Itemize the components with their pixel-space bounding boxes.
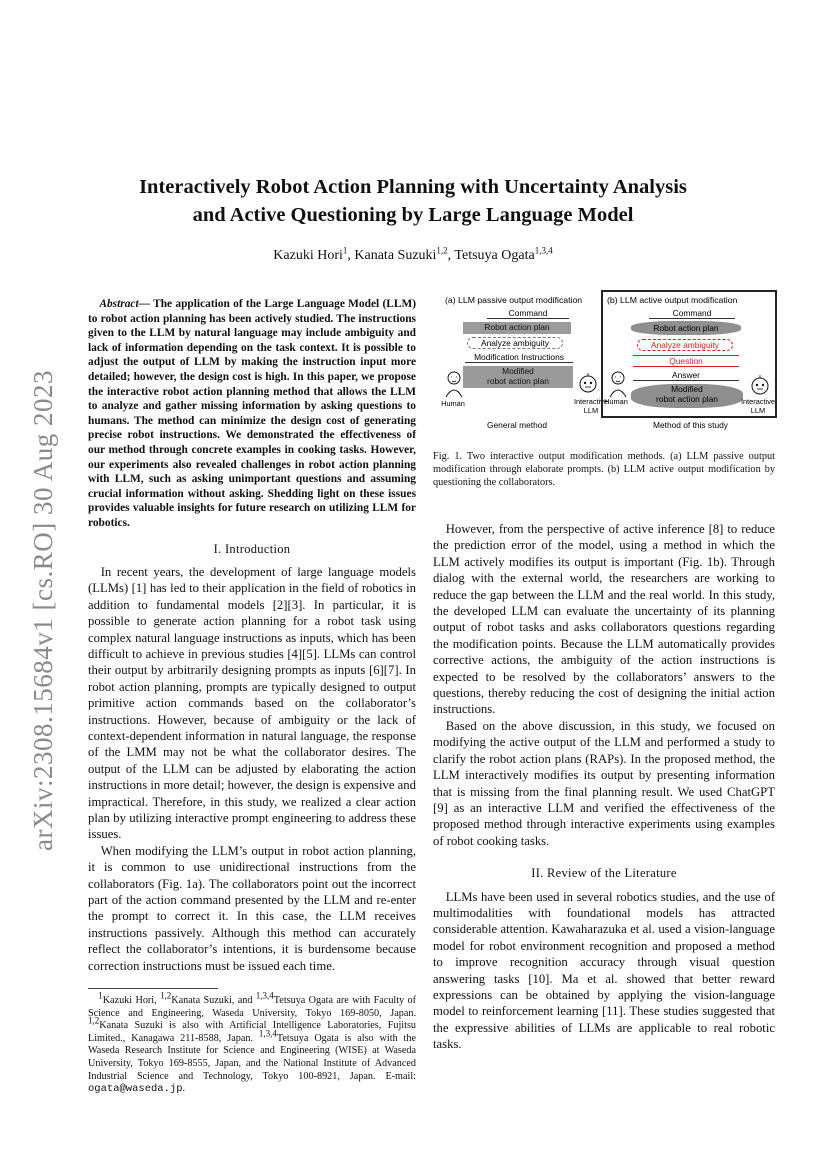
section-heading-review: II. Review of the Literature: [531, 866, 677, 881]
panel-a-modification-instructions: Modification Instructions: [465, 352, 573, 363]
author-list: [90, 245, 736, 264]
human-icon: [443, 370, 465, 398]
llm-label-line-2: LLM: [583, 405, 599, 415]
panel-a-robot-action-plan: Robot action plan: [463, 322, 571, 334]
abstract: [88, 297, 416, 531]
left-column: [88, 297, 416, 1096]
panel-b-analyze-ambiguity: Analyze ambiguity: [637, 339, 733, 351]
footnote-text: Tetsuya Ogata is also with the Waseda Research Institute for Science and Engineering (WISE) at Waseda University, Tokyo 169-8555, Japan, and the National Institute of Advanced Industrial Science and Technology, Tokyo 100-8921, Japan. E-mail:: [88, 1032, 417, 1082]
right-column: [433, 521, 775, 1053]
robot-llm-icon: [749, 374, 771, 398]
panel-b-command: Command: [649, 308, 735, 319]
title-line-1: Interactively Robot Action Planning with Uncertainty Analysis: [139, 176, 687, 198]
panel-b-frame: [601, 290, 777, 418]
intro-paragraph-1: In recent years, the development of large language models (LLMs) [1] has led to their application in the field of robotics in addition to fundamental models [2][3]. In particular, it is possible to generate action planning for a robot task using complex natural language instructions as inputs, which has been difficult to achieve in previous studies [4][5]. LLMs can control their output by arbitrarily designing prompts as inputs [6][7]. In robot action planning, prompts are typically designed to output primitive action commands based on the collaborator’s instructions. However, because of ambiguity or the lack of context-dependent information in natural language, the response of the LMM may not be what the collaborator desires. The output of the LLM can be adjusted by elaborating the action instructions in more detail; however, the design is expensive and impractical. Therefore, in this study, we realized a clear action plan by utilizing interactive prompt engineering to address these issues.: [88, 564, 416, 842]
title-line-2: and Active Questioning by Large Language Model: [192, 204, 634, 226]
author-name: Kanata Suzuki: [354, 248, 437, 263]
arxiv-identifier: arXiv:2308.15684v1 [cs.RO] 30 Aug 2023: [27, 369, 58, 851]
review-paragraph-1: LLMs have been used in several robotics studies, and the use of multimodalities with foundational models has attracted considerable attention. Kawaharazuka et al. used a vision-language model for robot environment recognition and proposed a method to improve recognition accuracy through visual question answering tasks [10]. Ma et al. showed that better reward expressions can be obtained by applying the vision-language model to reinforcement learning [11]. These studies suggested that the expressive abilities of LLMs are applicable to real robotic tasks.: [433, 889, 775, 1052]
panel-b-human-label: Human: [604, 397, 628, 406]
author-affiliation: 1,3,4: [534, 245, 553, 256]
llm-label-line-1: Interactive: [740, 397, 776, 406]
footnote-mark: 1,2: [88, 1015, 100, 1026]
panel-a-analyze-ambiguity: Analyze ambiguity: [467, 337, 563, 349]
panel-a-modified-line-2: robot action plan: [487, 376, 549, 386]
author-name: Tetsuya Ogata: [454, 248, 535, 263]
author-separator: ,: [347, 248, 355, 263]
panel-b-title: (b) LLM active output modification: [607, 295, 738, 305]
footnote-mark: 1,2: [160, 990, 172, 1001]
footnote-rule: [88, 988, 218, 989]
panel-a-modified-line-1: Modified: [502, 366, 534, 376]
footnote-mark: 1,3,4: [255, 990, 274, 1001]
llm-label-line-1: Interactive: [573, 397, 609, 406]
footnote-text: Kanata Suzuki, and: [171, 995, 256, 1007]
right-paragraph-1: However, from the perspective of active inference [8] to reduce the prediction error of the model, using a method in which the LLM actively modifies its output is important (Fig. 1b). Through dialog with the external world, the researchers are working to reduce the gap between the LLM and the real world. In this study, the developed LLM can evaluate the uncertainty of its planning output of robot tasks and asks collaborators questions regarding the modification points. Because the LLM automatically provides corrective actions, the ambiguity of the action instructions is expected to be resolved by the collaborators’ answers to the questions, thereby reducing the cost of designing the initial action instructions.: [433, 522, 775, 717]
section-heading-introduction: I. Introduction: [213, 541, 291, 556]
panel-a-subcaption: General method: [487, 420, 548, 430]
abstract-text: The application of the Large Language Model (LLM) to robot action planning has been actively studied. The instructions given to the LLM by natural language may include ambiguity and lack of information depending on the task context. It is possible to adjust the output of LLM by making the instruction input more detailed; however, the design cost is high. In this paper, we propose the interactive robot action planning method that allows the LLM to analyze and gather missing information by asking questions to humans. The method can minimize the design cost of generating precise robot instructions. We demonstrated the effectiveness of our method through concrete examples in cooking tasks. However, our experiments also revealed challenges in robot action planning with LLM, such as asking unimportant questions and assuming crucial information without asking. Shedding light on these issues provides valuable insights for future research on utilizing LLM for robotics.: [88, 298, 416, 529]
figure-1: [437, 290, 777, 432]
affiliation-footnote: [88, 990, 417, 1096]
author-affiliation: 1: [342, 245, 348, 256]
figure-caption: Fig. 1. Two interactive output modification methods. (a) LLM passive output modification through elaborate prompts. (b) LLM active output modification by questioning the collaborators.: [433, 451, 775, 488]
panel-a-modified-plan: [463, 366, 573, 388]
footnote-text: Tetsuya Ogata are with Faculty of Science and Engineering, Waseda University, Tokyo 169-8050, Japan.: [88, 995, 417, 1019]
panel-a-command: Command: [487, 308, 569, 319]
human-icon: [607, 370, 629, 398]
panel-a-title: (a) LLM passive output modification: [445, 295, 583, 305]
author-name: Kazuki Hori: [273, 248, 343, 263]
footnote-mark: 1: [98, 990, 103, 1001]
paper-title: [90, 173, 736, 229]
right-paragraph-2: Based on the above discussion, in this study, we focused on modifying the active output of the LLM and performed a study to clarify the robot action plans (RAPs). In the proposed method, the LLM interactively modifies its output by presenting information that is missing from the final planning result. We used ChatGPT [9] as an interactive LLM and verified the effectiveness of the proposed method through interactive experiments using examples of robot cooking tasks.: [433, 718, 775, 848]
panel-b-subcaption: Method of this study: [653, 420, 728, 430]
footnote-text: Kazuki Hori,: [102, 995, 161, 1007]
panel-b-modified-line-1: Modified: [671, 384, 703, 394]
panel-b-modified-line-2: robot action plan: [656, 394, 718, 404]
author-email: ogata@waseda.jp: [88, 1083, 183, 1096]
author-affiliation: 1,2: [436, 245, 448, 256]
intro-paragraph-2: When modifying the LLM’s output in robot action planning, it is common to use unidirectional instructions from the collaborators (Fig. 1a). The collaborators point out the incorrect part of the action command presented by the LLM and re-enter the prompt to correct it. In this case, the LLM receives instructions passively. Although this method can accurately reflect the collaborator’s intentions, it is burdensome because correction instructions must be issued each time.: [88, 843, 416, 973]
robot-llm-icon: [577, 372, 599, 396]
panel-b-question: Question: [633, 355, 739, 367]
footnote-text: .: [182, 1083, 186, 1095]
panel-b-robot-action-plan: Robot action plan: [631, 321, 741, 335]
footnote-text: Kanata Suzuki is also with Artificial Intelligence Laboratories, Fujitsu Limited., Kanagawa 211-8588, Japan.: [88, 1020, 416, 1044]
panel-b-llm-label: [739, 398, 777, 415]
author-separator: ,: [447, 248, 455, 263]
panel-b-answer: Answer: [633, 370, 739, 381]
panel-b-modified-plan: [631, 384, 743, 408]
footnote-mark: 1,3,4: [258, 1028, 277, 1039]
panel-a-human-label: Human: [441, 399, 465, 408]
abstract-dash: —: [138, 298, 154, 310]
llm-label-line-2: LLM: [750, 405, 766, 415]
abstract-heading: Abstract: [99, 298, 139, 310]
